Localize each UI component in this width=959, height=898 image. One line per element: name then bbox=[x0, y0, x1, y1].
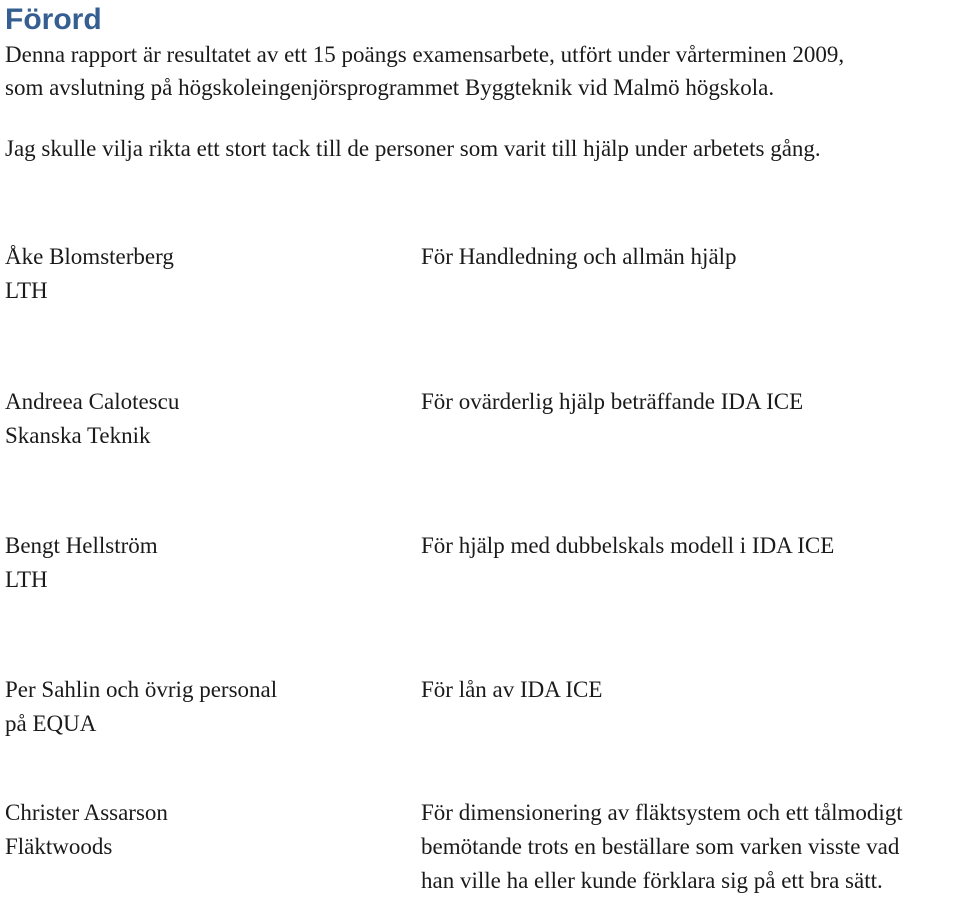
reason-line: han ville ha eller kunde förklara sig på ett bra sätt. bbox=[421, 868, 883, 893]
person-name: Åke Blomsterberg bbox=[5, 244, 174, 269]
reason-line: bemötande trots en beställare som varken visste vad bbox=[421, 834, 900, 859]
acknowledgement-reason bbox=[421, 673, 602, 707]
acknowledgement-person bbox=[5, 673, 277, 741]
acknowledgement-reason bbox=[421, 385, 803, 419]
page-title: Förord bbox=[5, 3, 102, 36]
acknowledgement-reason bbox=[421, 796, 903, 898]
person-organization: Fläktwoods bbox=[5, 834, 113, 859]
acknowledgement-reason bbox=[421, 240, 737, 274]
reason-line: För dimensionering av fläktsystem och ett tålmodigt bbox=[421, 800, 903, 825]
reason-line: För Handledning och allmän hjälp bbox=[421, 244, 737, 269]
person-name: Christer Assarson bbox=[5, 800, 168, 825]
acknowledgement-person bbox=[5, 796, 168, 864]
person-organization: på EQUA bbox=[5, 711, 97, 736]
intro-paragraph bbox=[5, 38, 844, 104]
person-name: Per Sahlin och övrig personal bbox=[5, 677, 278, 702]
reason-line: För lån av IDA ICE bbox=[421, 677, 603, 702]
reason-line: För ovärderlig hjälp beträffande IDA ICE bbox=[421, 389, 804, 414]
person-name: Andreea Calotescu bbox=[5, 389, 180, 414]
person-name: Bengt Hellström bbox=[5, 533, 158, 558]
person-organization: LTH bbox=[5, 278, 48, 303]
acknowledgement-person bbox=[5, 529, 158, 597]
thanks-paragraph: Jag skulle vilja rikta ett stort tack till de personer som varit till hjälp under arbetets gång. bbox=[5, 136, 821, 161]
acknowledgement-reason bbox=[421, 529, 834, 563]
acknowledgement-person bbox=[5, 385, 179, 453]
person-organization: LTH bbox=[5, 567, 48, 592]
acknowledgement-person bbox=[5, 240, 174, 308]
intro-line-2: som avslutning på högskoleingenjörsprogrammet Byggteknik vid Malmö högskola. bbox=[5, 75, 775, 100]
reason-line: För hjälp med dubbelskals modell i IDA ICE bbox=[421, 533, 835, 558]
person-organization: Skanska Teknik bbox=[5, 423, 151, 448]
intro-line-1: Denna rapport är resultatet av ett 15 poängs examensarbete, utfört under vårterminen 2009, bbox=[5, 42, 845, 67]
